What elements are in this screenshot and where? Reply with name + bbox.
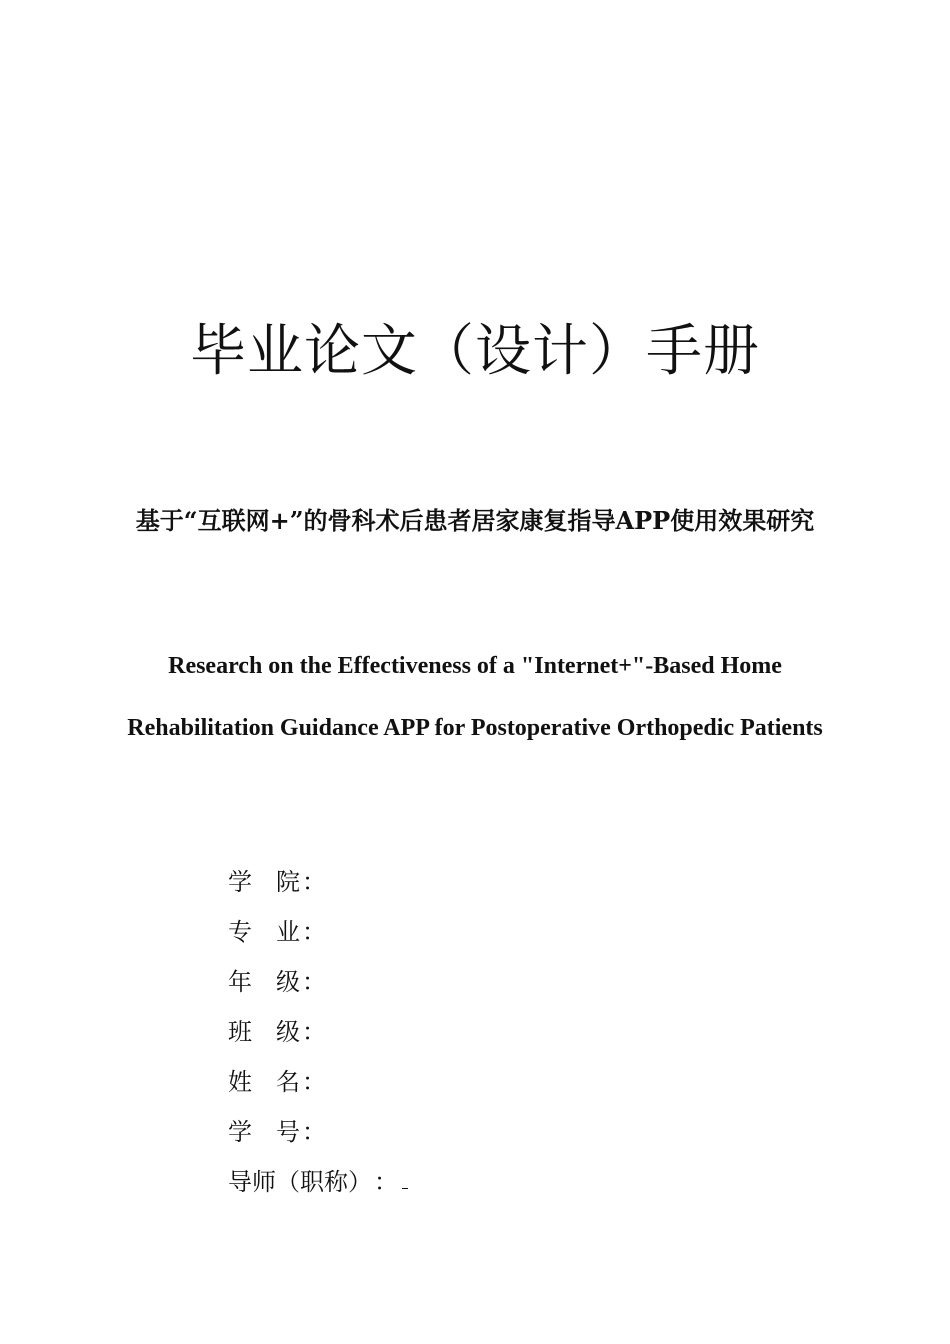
chinese-thesis-title: 基于“互联网+”的骨科术后患者居家康复指导APP使用效果研究 bbox=[135, 506, 815, 535]
major-colon: ： bbox=[302, 917, 326, 946]
info-row-student-id bbox=[228, 1104, 728, 1154]
page-title: 毕业论文（设计）手册 bbox=[190, 319, 760, 384]
advisor-underline bbox=[402, 1188, 408, 1189]
info-row-college bbox=[228, 854, 728, 904]
name-colon: ： bbox=[302, 1067, 326, 1096]
grade-label: 年 级 bbox=[228, 967, 300, 996]
college-label: 学 院 bbox=[228, 867, 300, 896]
advisor-colon: ： bbox=[374, 1167, 398, 1196]
info-row-advisor bbox=[228, 1154, 728, 1204]
college-colon: ： bbox=[302, 867, 326, 896]
advisor-label: 导师（职称） bbox=[228, 1167, 372, 1196]
student-id-label: 学 号 bbox=[228, 1117, 300, 1146]
english-thesis-title: Research on the Effectiveness of a "Internet+"-Based Home Rehabilitation Guidance APP for Postoperative Orthopedic Patients bbox=[127, 653, 823, 741]
info-row-class bbox=[228, 1004, 728, 1054]
student-id-colon: ： bbox=[302, 1117, 326, 1146]
info-row-major bbox=[228, 904, 728, 954]
major-label: 专 业 bbox=[228, 917, 300, 946]
grade-colon: ： bbox=[302, 967, 326, 996]
name-label: 姓 名 bbox=[228, 1067, 300, 1096]
class-colon: ： bbox=[302, 1017, 326, 1046]
info-row-grade bbox=[228, 954, 728, 1004]
info-row-name bbox=[228, 1054, 728, 1104]
student-info-block bbox=[228, 854, 728, 1204]
class-label: 班 级 bbox=[228, 1017, 300, 1046]
